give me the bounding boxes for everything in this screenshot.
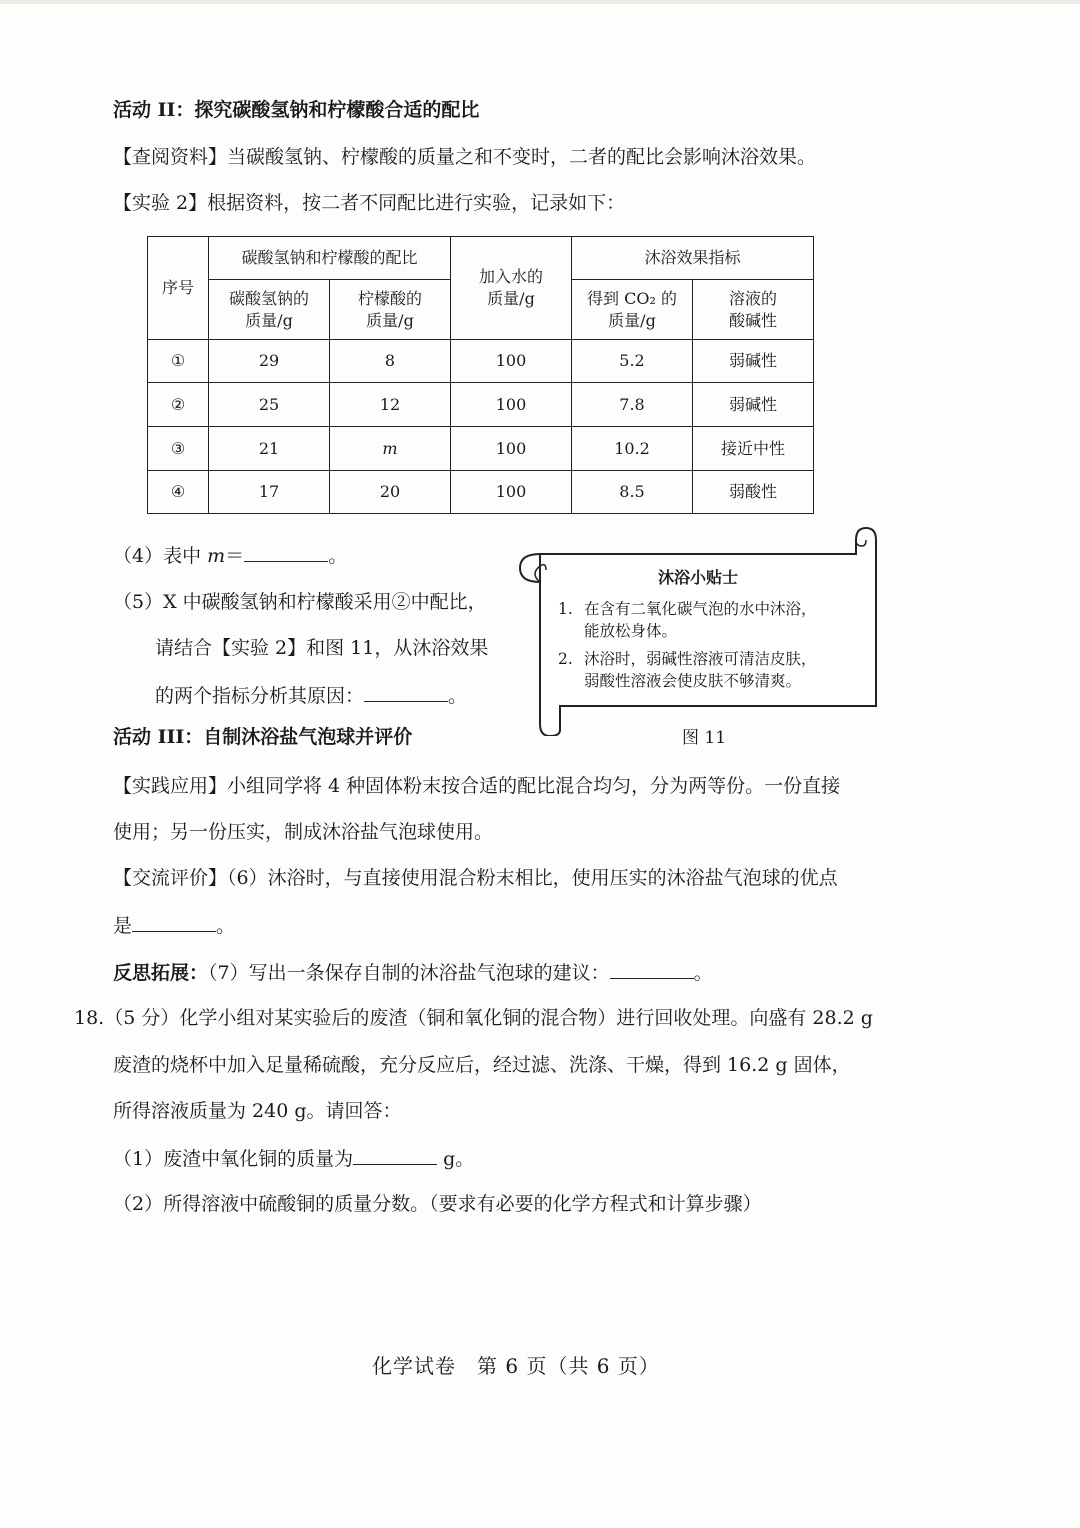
header-citric — [330, 280, 451, 340]
header-ratio: 碳酸氢钠和柠檬酸的配比 — [209, 237, 451, 280]
answer-blank-q7[interactable] — [610, 960, 694, 979]
header-co2 — [572, 280, 693, 340]
header-effect: 沐浴效果指标 — [572, 237, 814, 280]
figure-caption: 图 11 — [682, 728, 727, 748]
q4-variable: m — [207, 545, 226, 567]
cell: 25 — [209, 383, 330, 427]
cell: 7.8 — [572, 383, 693, 427]
q18-line1: 18.（5 分）化学小组对某实验后的废渣（铜和氧化铜的混合物）进行回收处理。向盛有 28.2 g — [74, 1007, 873, 1029]
reflection-line — [113, 960, 713, 985]
tip-1-number: 1. — [558, 600, 573, 618]
tip-1-line2: 能放松身体。 — [584, 622, 678, 640]
table-row — [148, 340, 814, 383]
tip-2 — [558, 648, 817, 692]
header-bicarb-line1: 碳酸氢钠的 — [228, 288, 309, 308]
cell: ① — [148, 340, 209, 383]
practice-line2: 使用；另一份压实，制成沐浴盐气泡球使用。 — [113, 821, 494, 843]
tip-2-number: 2. — [558, 650, 573, 668]
tip-2-line1: 沐浴时，弱碱性溶液可清洁皮肤， — [584, 650, 817, 668]
table-row — [148, 383, 814, 427]
eval-end: 。 — [216, 915, 236, 937]
question-5-line2: 请结合【实验 2】和图 11，从沐浴效果 — [155, 637, 489, 659]
cell: 21 — [209, 427, 330, 471]
cell: 5.2 — [572, 340, 693, 383]
cell: 弱碱性 — [693, 340, 814, 383]
question-5-line3 — [155, 683, 467, 708]
evaluation-line2 — [113, 913, 235, 938]
cell: 弱酸性 — [693, 471, 814, 514]
tips-title: 沐浴小贴士 — [657, 568, 738, 587]
cell: m — [330, 427, 451, 471]
cell: 100 — [451, 427, 572, 471]
answer-blank-q4[interactable] — [244, 543, 328, 562]
reflection-end: 。 — [693, 962, 713, 984]
cell: 20 — [330, 471, 451, 514]
q18-line2: 废渣的烧杯中加入足量稀硫酸，充分反应后，经过滤、洗涤、干燥，得到 16.2 g 固体， — [113, 1054, 851, 1076]
q4-equals: ＝ — [225, 545, 245, 567]
header-water-line2: 质量/g — [487, 289, 535, 308]
tip-1-line1: 在含有二氧化碳气泡的水中沐浴， — [584, 600, 817, 618]
q4-prefix: （4）表中 — [113, 545, 208, 567]
header-index: 序号 — [148, 237, 209, 340]
header-co2-line1: 得到 CO₂ 的 — [587, 288, 677, 308]
header-bicarb-line2: 质量/g — [245, 310, 293, 330]
eval-line2-text: 是 — [113, 915, 133, 937]
experiment2-text: 【实验 2】根据资料，按二者不同配比进行实验，记录如下： — [113, 192, 626, 214]
cell: 弱碱性 — [693, 383, 814, 427]
cell: 29 — [209, 340, 330, 383]
reflection-text: （7）写出一条保存自制的沐浴盐气泡球的建议： — [208, 962, 610, 984]
table-row — [148, 471, 814, 514]
cell: 8.5 — [572, 471, 693, 514]
q4-end: 。 — [328, 545, 348, 567]
answer-blank-q6[interactable] — [132, 913, 216, 932]
lookup-text: 【查阅资料】当碳酸氢钠、柠檬酸的质量之和不变时，二者的配比会影响沐浴效果。 — [113, 146, 817, 168]
q18-part1 — [113, 1146, 474, 1171]
q18-line3: 所得溶液质量为 240 g。请回答： — [113, 1100, 402, 1122]
activity2-heading: 活动 II：探究碳酸氢钠和柠檬酸合适的配比 — [113, 99, 480, 121]
answer-blank-q18-1[interactable] — [353, 1146, 437, 1165]
cell: 100 — [451, 471, 572, 514]
evaluation-line1: 【交流评价】（6）沐浴时，与直接使用混合粉末相比，使用压实的沐浴盐气泡球的优点 — [113, 867, 838, 889]
cell: 接近中性 — [693, 427, 814, 471]
reflection-label: 反思拓展： — [113, 962, 209, 984]
cell: 17 — [209, 471, 330, 514]
cell: 100 — [451, 340, 572, 383]
cell: ② — [148, 383, 209, 427]
tip-2-line2: 弱酸性溶液会使皮肤不够清爽。 — [584, 672, 802, 690]
page-footer: 化学试卷 第 6 页（共 6 页） — [372, 1354, 660, 1378]
cell: ③ — [148, 427, 209, 471]
answer-blank-q5[interactable] — [364, 683, 448, 702]
experiment-table — [147, 236, 814, 514]
tip-1 — [558, 598, 817, 642]
page-top-edge — [0, 0, 1080, 4]
table-row — [148, 427, 814, 471]
q5-end: 。 — [448, 685, 468, 707]
cell: 12 — [330, 383, 451, 427]
question-4 — [113, 543, 347, 568]
header-co2-line2: 质量/g — [608, 310, 656, 330]
header-citric-line1: 柠檬酸的 — [357, 288, 422, 308]
header-bicarb — [209, 280, 330, 340]
question-5-line1: （5）X 中碳酸氢钠和柠檬酸采用②中配比， — [113, 591, 487, 613]
header-acidity-line2: 酸碱性 — [728, 310, 777, 330]
q5-line3-text: 的两个指标分析其原因： — [155, 685, 365, 707]
activity3-heading: 活动 III：自制沐浴盐气泡球并评价 — [113, 726, 413, 748]
header-water — [451, 237, 572, 340]
bath-tips-scroll — [516, 524, 880, 736]
header-citric-line2: 质量/g — [366, 310, 414, 330]
q18-part2: （2）所得溶液中硫酸铜的质量分数。（要求有必要的化学方程式和计算步骤） — [113, 1193, 762, 1215]
q18-part1-text: （1）废渣中氧化铜的质量为 — [113, 1148, 354, 1170]
cell: ④ — [148, 471, 209, 514]
header-acidity — [693, 280, 814, 340]
practice-line1: 【实践应用】小组同学将 4 种固体粉末按合适的配比混合均匀，分为两等份。一份直接 — [113, 775, 841, 797]
header-acidity-line1: 溶液的 — [728, 288, 777, 308]
header-water-line1: 加入水的 — [478, 267, 543, 286]
cell: 100 — [451, 383, 572, 427]
cell: 8 — [330, 340, 451, 383]
cell: 10.2 — [572, 427, 693, 471]
q18-part1-unit: g。 — [437, 1148, 475, 1170]
